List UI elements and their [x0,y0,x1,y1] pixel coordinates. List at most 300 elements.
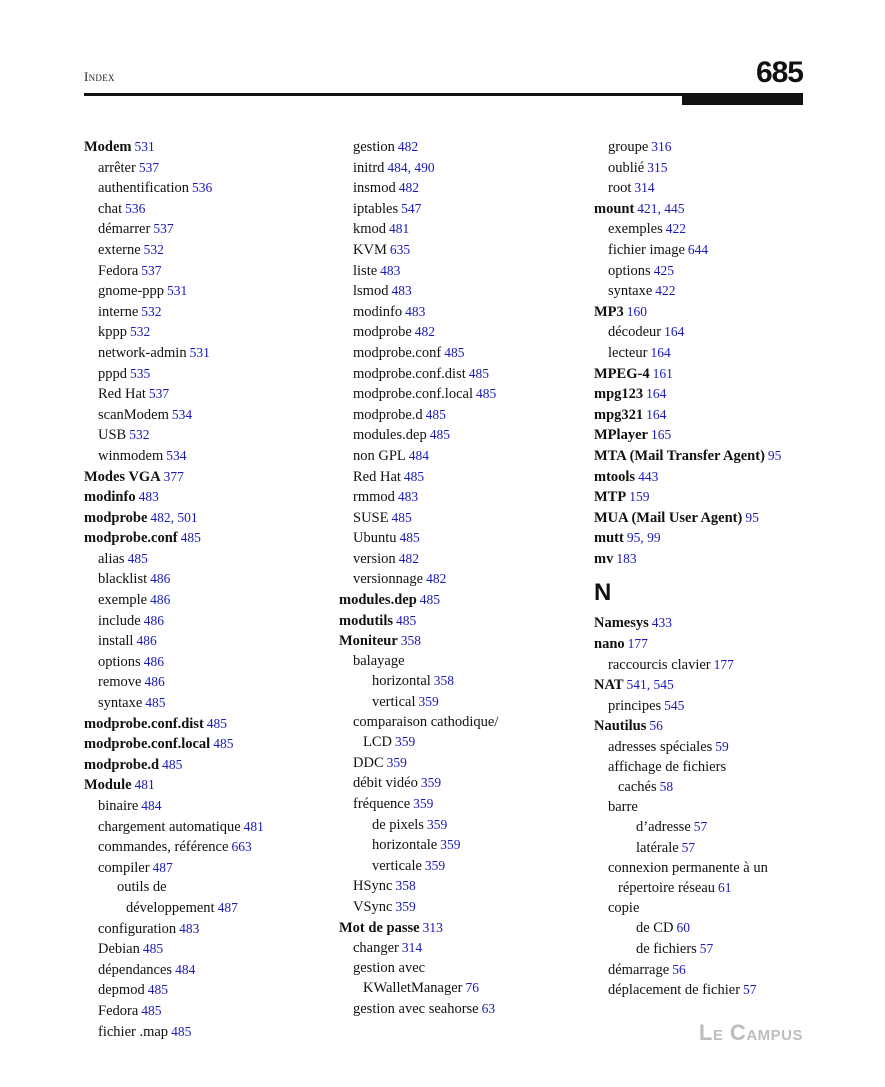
index-term: MPEG-4 [594,365,650,382]
index-page-ref[interactable]: 486 [144,674,165,690]
index-page-ref[interactable]: 482 [426,571,447,587]
index-page-ref[interactable]: 422 [655,283,676,299]
index-page-ref[interactable]: 358 [433,673,455,689]
index-page-ref[interactable]: 481 [389,221,410,237]
index-sub-entry [339,425,584,446]
index-page-ref[interactable]: 545 [664,697,685,713]
index-main-entry [339,590,584,611]
index-sub-entry [339,322,584,343]
index-sub-entry [594,137,839,158]
index-sub-entry [339,528,584,549]
index-page-ref[interactable]: 95 [745,509,759,525]
index-sub-entry [84,960,329,981]
index-column-3 [594,137,839,1001]
index-page-ref[interactable]: 485 [206,715,228,731]
index-page-ref[interactable]: 486 [136,633,157,649]
index-page-ref[interactable]: 63 [481,1000,496,1016]
index-page-ref[interactable]: 58 [659,779,674,795]
index-sub-entry [339,261,584,282]
index-page-ref[interactable]: 485 [147,982,168,998]
index-term: débit vidéo [353,775,418,792]
index-page-ref[interactable]: 183 [616,550,637,566]
index-page-ref[interactable]: 485 [444,344,465,360]
index-page-ref[interactable]: 359 [413,796,434,811]
index-term: MPlayer [594,427,648,444]
index-page-ref[interactable]: 485 [127,550,148,566]
index-term: développement [126,899,215,916]
index-sub-entry [594,219,839,240]
index-page-ref[interactable]: 433 [651,615,673,631]
index-sub-entry [84,1022,329,1043]
index-sub-entry [84,672,329,693]
index-term: mpg123 [594,386,644,403]
index-term: Nautilus [594,718,647,735]
index-main-entry [594,425,839,446]
index-term: include [98,612,141,629]
index-column-1 [84,137,329,1042]
index-term: gestion avec [353,959,426,976]
index-term: Namesys [594,615,649,632]
index-term: de pixels [372,816,424,833]
index-page-ref[interactable]: 483 [405,303,426,319]
index-sub-entry [84,384,329,405]
index-page-ref[interactable]: 60 [676,920,690,936]
index-term: fichier .map [98,1023,169,1040]
index-sub-entry [339,405,584,426]
header-title: Index [84,69,115,84]
index-page-ref[interactable]: 482 [397,139,419,154]
index-sub-entry [594,899,839,919]
index-term: vertical [372,694,416,711]
index-page-ref[interactable]: 483 [380,262,401,278]
index-page-ref[interactable]: 487 [217,899,238,915]
index-page-ref[interactable]: 316 [651,139,672,154]
index-term: mpg321 [594,406,644,423]
index-sub-entry [84,302,329,323]
index-page-ref[interactable]: 164 [664,324,685,340]
index-term: horizontal [372,673,431,690]
index-page-ref[interactable]: 359 [395,734,416,750]
index-page-ref[interactable]: 486 [143,653,164,669]
index-sub-entry [594,178,839,199]
index-term: liste [353,262,378,279]
index-page-ref[interactable]: 644 [687,241,709,257]
index-page-ref[interactable]: 359 [420,775,442,791]
index-page-ref[interactable]: 534 [166,447,187,463]
index-page-ref[interactable]: 482, 501 [150,509,198,525]
page-number: 685 [755,56,803,89]
index-term: modprobe [84,509,148,526]
index-page-ref[interactable]: 59 [715,739,729,755]
index-page-ref[interactable]: 486 [150,571,171,587]
index-page-ref[interactable]: 56 [672,961,686,977]
index-sub-entry [339,240,584,261]
index-page-ref[interactable]: 485 [142,941,164,957]
index-page-ref[interactable]: 482 [398,550,419,566]
publisher-logo: Le Campus [698,1020,803,1045]
index-page-ref[interactable]: 535 [130,365,151,381]
index-term: démarrage [608,961,670,978]
index-main-entry [339,611,584,632]
index-page-ref[interactable]: 425 [653,262,674,278]
index-page-ref[interactable]: 359 [395,898,416,914]
index-page-ref[interactable]: 95, 99 [626,530,661,546]
index-sub-entry [594,322,839,343]
index-page-ref[interactable]: 485 [171,1023,192,1039]
index-term: NAT [594,677,624,694]
index-page-ref[interactable]: 61 [718,880,732,896]
index-page-ref[interactable]: 483 [179,920,200,936]
index-sub-entry [339,713,584,733]
index-page-ref[interactable]: 485 [468,365,490,381]
index-term: lsmod [353,283,389,300]
index-main-entry [594,549,839,570]
index-sub-entry [84,199,329,220]
index-page-ref[interactable]: 57 [699,940,714,956]
index-sub-entry [339,137,584,158]
index-sub-entry [339,732,584,753]
index-main-entry [594,716,839,737]
index-term: versionnage [353,571,424,588]
index-page-ref[interactable]: 315 [647,159,668,175]
index-term: modprobe.d [353,406,423,423]
index-term: depmod [98,982,145,999]
index-sub-entry [339,815,584,836]
index-page-ref[interactable]: 177 [627,636,648,652]
index-page-ref[interactable]: 359 [440,837,461,853]
index-term: chat [98,200,123,217]
index-page-ref[interactable]: 485 [425,406,446,422]
index-page-ref[interactable]: 547 [401,200,422,216]
index-main-entry [339,631,584,652]
index-sub-entry [339,978,584,999]
index-main-entry [594,302,839,323]
index-term: démarrer [98,221,151,238]
index-term: groupe [608,139,649,155]
index-term: kppp [98,324,127,341]
index-term: mv [594,550,614,567]
index-term: version [353,550,396,567]
index-main-entry [594,405,839,426]
index-page-ref[interactable]: 485 [429,427,450,443]
index-term: winmodem [98,447,164,464]
index-term: principes [608,697,662,714]
index-term: modprobe [353,324,412,341]
index-page-ref[interactable]: 161 [652,365,673,381]
index-sub-entry [84,590,329,611]
index-page-ref[interactable]: 56 [649,718,663,734]
index-main-entry [594,446,839,467]
index-sub-entry [84,980,329,1001]
index-page-ref[interactable]: 377 [163,468,184,484]
index-sub-entry [84,611,329,632]
index-page-ref[interactable]: 57 [681,840,696,855]
index-term: modinfo [84,489,136,506]
index-page-ref[interactable]: 422 [665,221,687,237]
index-page-ref[interactable]: 484 [408,447,430,463]
index-sub-entry [339,753,584,774]
index-sub-entry [594,878,839,899]
index-term: horizontale [372,837,438,854]
index-page-ref[interactable]: 482 [398,180,419,196]
index-term: modprobe.conf.local [353,386,473,403]
index-term: binaire [98,798,139,814]
index-page-ref[interactable]: 76 [465,980,479,996]
index-term: KVM [353,241,387,258]
index-page-ref[interactable]: 536 [125,200,146,216]
index-sub-entry [339,856,584,877]
index-term: USB [98,427,127,444]
index-term: lecteur [608,344,648,361]
index-sub-entry [84,817,329,838]
index-sub-entry [594,838,839,859]
index-page-ref[interactable]: 483 [391,283,412,299]
index-main-entry [594,384,839,405]
index-term: fichier image [608,241,685,258]
index-main-entry [84,467,329,488]
index-page-ref[interactable]: 164 [646,406,667,422]
index-main-entry [594,467,839,488]
index-page-ref[interactable]: 314 [634,180,655,196]
index-page-ref[interactable]: 486 [150,592,171,608]
index-page-ref[interactable]: 483 [138,489,159,505]
index-page-ref[interactable]: 485 [141,1002,162,1018]
index-term: répertoire réseau [618,880,716,897]
index-term: install [98,633,134,650]
index-sub-entry [594,798,839,818]
index-sub-entry [84,919,329,940]
index-page-ref[interactable]: 482 [414,324,436,340]
index-term: gestion [353,139,395,155]
index-page-ref[interactable]: 532 [141,303,162,319]
index-page-ref[interactable]: 487 [152,859,173,875]
index-term: HSync [353,878,393,895]
index-sub-entry [339,302,584,323]
index-page-ref[interactable]: 537 [153,221,174,237]
index-term: balayage [353,652,405,669]
index-term: connexion permanente à un [608,859,768,876]
index-term: adresses spéciales [608,739,713,756]
index-term: Fedora [98,1002,139,1019]
index-term: syntaxe [98,695,143,712]
index-sub-entry [84,939,329,960]
index-term: Moniteur [339,633,398,650]
index-page-ref[interactable]: 57 [693,819,708,835]
index-term: Mot de passe [339,919,420,936]
index-sub-entry [84,446,329,467]
index-sub-entry [339,467,584,488]
index-page-ref[interactable]: 485 [180,530,201,546]
index-main-entry [594,199,839,220]
index-term: modutils [339,612,393,629]
index-page-ref[interactable]: 485 [399,530,420,546]
index-sub-entry [339,158,584,179]
index-sub-entry [594,158,839,179]
index-term: déplacement de fichier [608,982,741,999]
index-page-ref[interactable]: 481 [243,818,264,834]
index-term: SUSE [353,509,389,526]
index-page-ref[interactable]: 421, 445 [637,200,685,216]
index-page-ref[interactable]: 531 [167,283,188,299]
index-term: KWalletManager [363,980,463,997]
index-page-ref[interactable]: 541, 545 [626,677,674,693]
index-sub-entry [339,199,584,220]
index-term: alias [98,550,125,567]
index-sub-entry [594,758,839,778]
index-main-entry [84,137,329,158]
index-page-ref[interactable]: 531 [134,139,155,154]
index-sub-entry [339,959,584,979]
index-main-entry [594,364,839,385]
index-sub-entry [84,281,329,302]
index-sub-entry [339,671,584,692]
index-page-ref[interactable]: 537 [148,386,170,402]
index-sub-entry [84,1001,329,1022]
index-term: DDC [353,754,384,771]
index-sub-entry [84,693,329,714]
index-term: network-admin [98,344,187,361]
index-page-ref[interactable]: 484 [141,798,162,813]
index-page-ref[interactable]: 313 [422,919,443,935]
index-term: modprobe.conf [353,344,442,361]
index-term: latérale [636,840,679,856]
index-term: options [608,262,651,279]
index-term: cachés [618,779,657,796]
index-sub-entry [339,364,584,385]
index-term: iptables [353,200,399,217]
index-sub-entry [594,859,839,879]
index-page-ref[interactable]: 481 [134,777,155,793]
index-page-ref[interactable]: 485 [403,468,425,484]
index-term: Module [84,777,132,794]
index-page-ref[interactable]: 483 [397,489,419,505]
index-sub-entry [84,652,329,673]
index-page-ref[interactable]: 159 [629,489,650,505]
index-page-ref[interactable]: 485 [391,509,412,525]
index-sub-entry [339,219,584,240]
index-page-ref[interactable]: 532 [130,324,151,340]
index-sub-entry [84,405,329,426]
index-page-ref[interactable]: 485 [213,736,234,752]
index-sub-entry [594,777,839,798]
index-page-ref[interactable]: 484, 490 [387,159,435,175]
index-page-ref[interactable]: 359 [426,816,448,832]
index-term: modinfo [353,303,403,320]
index-term: gestion avec seahorse [353,1000,479,1017]
index-page-ref[interactable]: 485 [396,612,417,628]
index-page-ref[interactable]: 486 [143,612,164,628]
index-term: remove [98,674,142,691]
index-page-ref[interactable]: 359 [424,857,446,873]
index-term: modprobe.conf.dist [84,715,204,732]
index-term: d’adresse [636,819,691,836]
index-page-ref[interactable]: 537 [138,159,160,175]
index-sub-entry [84,796,329,817]
index-page-ref[interactable]: 534 [171,406,193,422]
index-term: configuration [98,920,177,937]
index-sub-entry [339,692,584,713]
index-page-ref[interactable]: 95 [767,447,782,463]
index-sub-entry [84,898,329,919]
index-term: mtools [594,468,636,485]
index-term: rmmod [353,489,395,506]
index-page-ref[interactable]: 485 [476,386,497,402]
index-sub-entry [84,178,329,199]
index-page-ref[interactable]: 485 [145,695,166,711]
index-page-ref[interactable]: 663 [231,839,252,855]
index-page-ref[interactable]: 164 [646,386,667,402]
index-main-entry [594,675,839,696]
index-page-ref[interactable]: 358 [400,633,422,649]
index-term: insmod [353,180,396,197]
index-page-ref[interactable]: 359 [418,694,439,710]
index-sub-entry [84,261,329,282]
index-sub-entry [84,322,329,343]
index-term: syntaxe [608,283,653,300]
index-page-ref[interactable]: 531 [189,344,210,360]
index-page-ref[interactable]: 359 [386,754,407,770]
index-sub-entry [84,569,329,590]
index-sub-entry [594,817,839,838]
header-bar [682,93,803,105]
index-sub-entry [84,631,329,652]
index-page-ref[interactable]: 532 [143,241,164,257]
index-main-entry [594,487,839,508]
index-page-ref[interactable]: 484 [175,961,196,977]
index-term: commandes, référence [98,839,229,856]
index-sub-entry [594,696,839,717]
index-term: Red Hat [353,468,401,485]
index-page-ref[interactable]: 165 [650,427,672,443]
index-page-ref[interactable]: 532 [129,427,150,443]
index-page-ref[interactable]: 485 [419,592,441,608]
index-term: Debian [98,941,140,958]
index-term: Modem [84,139,132,155]
index-sub-entry [339,835,584,856]
index-term: exemple [98,592,148,609]
index-column-2 [339,137,584,1020]
index-main-entry [84,775,329,796]
index-sub-entry [84,364,329,385]
index-page-ref[interactable]: 443 [638,468,659,484]
index-page-ref[interactable]: 536 [192,180,213,196]
index-term: blacklist [98,571,148,588]
index-page-ref[interactable]: 537 [141,262,162,278]
index-term: Ubuntu [353,530,397,547]
index-page-ref[interactable]: 314 [401,940,423,956]
index-term: non GPL [353,447,406,464]
index-sub-entry [339,794,584,815]
index-page-ref[interactable]: 358 [395,878,416,894]
index-page-ref[interactable]: 635 [389,241,411,257]
letter-heading: N [594,579,612,607]
index-term: MTA (Mail Transfer Agent) [594,447,765,464]
index-sub-entry [339,446,584,467]
index-term: modules.dep [339,592,417,609]
index-main-entry [594,613,839,634]
index-page-ref[interactable]: 160 [626,303,648,319]
index-term: mount [594,200,635,217]
index-sub-entry [339,938,584,959]
index-sub-entry [594,939,839,960]
index-term: root [608,180,632,197]
index-page-ref[interactable]: 177 [713,656,734,672]
index-page-ref[interactable]: 485 [162,756,183,772]
index-page-ref[interactable]: 164 [650,344,671,360]
index-page-ref[interactable]: 57 [743,982,757,998]
index-sub-entry [84,343,329,364]
index-term: MTP [594,489,627,506]
